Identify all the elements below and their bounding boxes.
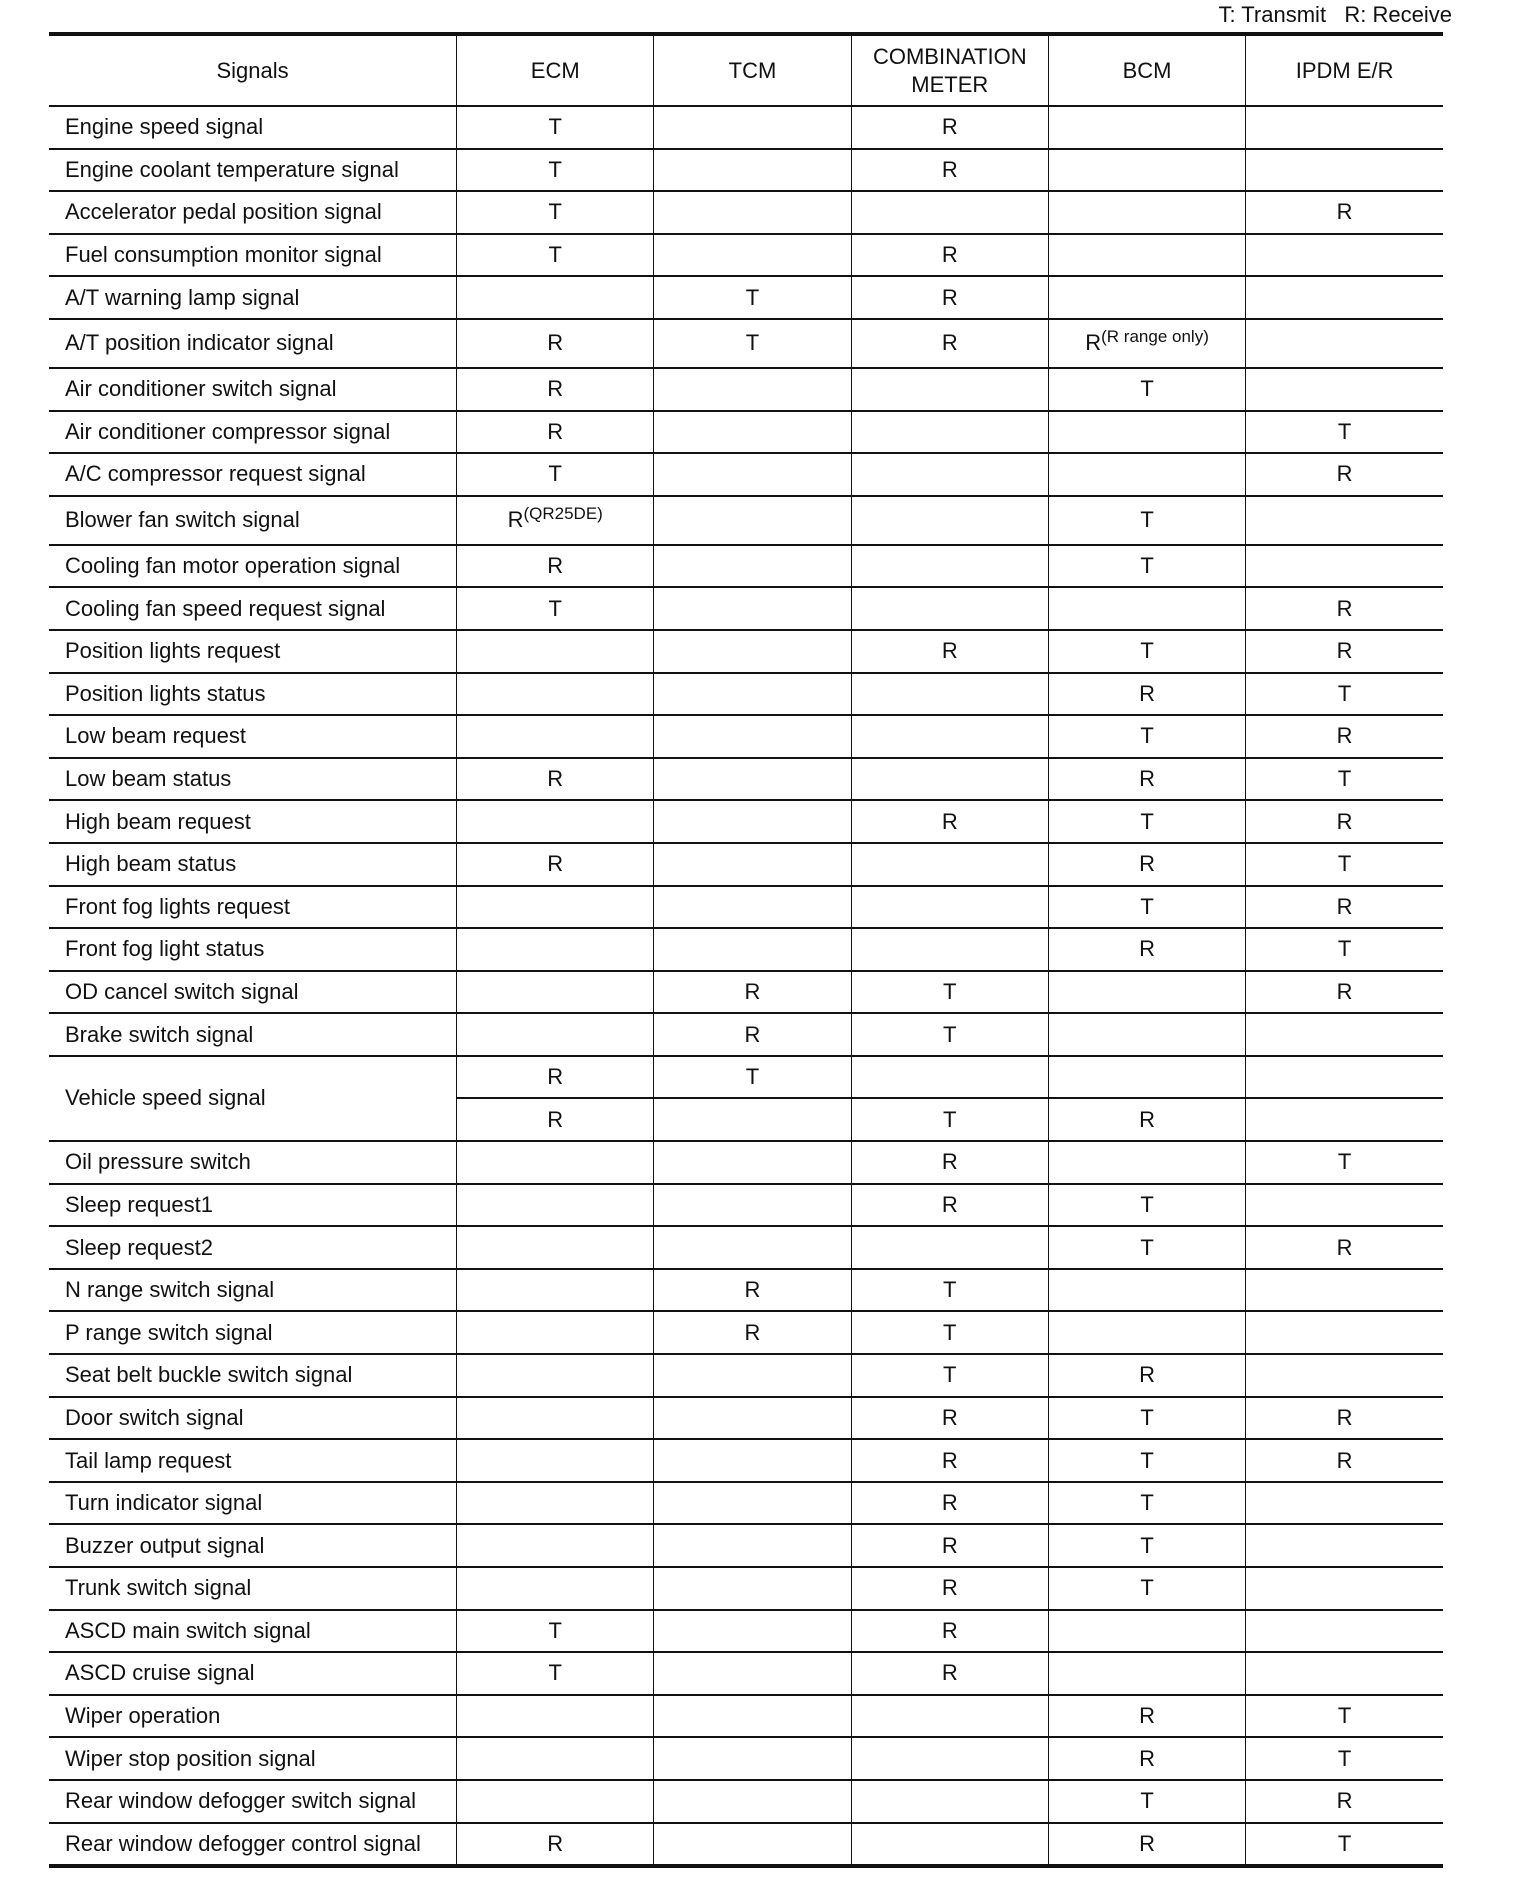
value-note: (QR25DE) (523, 504, 603, 524)
signal-value-cell (457, 673, 654, 716)
signal-value-cell (654, 1482, 851, 1525)
signal-value-cell (654, 1141, 851, 1184)
signal-value-cell: R (851, 234, 1048, 277)
signal-value-cell: T (457, 149, 654, 192)
signal-value-cell (654, 1098, 851, 1141)
signal-value-cell: T (654, 276, 851, 319)
table-row (49, 1524, 1443, 1567)
signal-value-cell: T (1048, 715, 1245, 758)
signal-name-cell: Buzzer output signal (49, 1524, 457, 1567)
signal-value-cell (1048, 234, 1245, 277)
signal-value-cell: T (457, 1610, 654, 1653)
table-row (49, 1013, 1443, 1056)
signal-name-cell: Turn indicator signal (49, 1482, 457, 1525)
signal-value-cell (457, 1397, 654, 1440)
signal-value-cell (457, 630, 654, 673)
signal-value-cell (1246, 1013, 1443, 1056)
table-row (49, 886, 1443, 929)
table-row (49, 496, 1443, 545)
signal-value-cell: T (1048, 1482, 1245, 1525)
signal-value-cell (457, 971, 654, 1014)
signal-value-cell: T (1246, 928, 1443, 971)
signal-value-cell (654, 545, 851, 588)
signal-value-cell: R (1246, 886, 1443, 929)
table-row (49, 758, 1443, 801)
signal-value-cell: T (1048, 1226, 1245, 1269)
signal-value-cell (457, 1226, 654, 1269)
signal-value-cell: R (1048, 758, 1245, 801)
signal-value-cell: R (457, 1098, 654, 1141)
signal-value-cell (851, 453, 1048, 496)
signal-value-cell (1048, 276, 1245, 319)
signal-name-cell: Fuel consumption monitor signal (49, 234, 457, 277)
table-row (49, 545, 1443, 588)
table-row (49, 1482, 1443, 1525)
signal-name-cell: Wiper stop position signal (49, 1737, 457, 1780)
signal-value-cell (654, 411, 851, 454)
signal-value-cell: T (1246, 758, 1443, 801)
table-row (49, 1610, 1443, 1653)
signal-value-cell (457, 886, 654, 929)
signal-value-cell (1246, 1482, 1443, 1525)
signal-value-cell (654, 106, 851, 149)
signal-value-cell (654, 1823, 851, 1867)
signal-value-cell (1246, 1354, 1443, 1397)
signal-value-cell: R (457, 1056, 654, 1099)
signal-value-cell: R (457, 368, 654, 411)
signal-value-cell (457, 1482, 654, 1525)
signal-value-cell (654, 191, 851, 234)
signal-name-cell: Position lights status (49, 673, 457, 716)
signal-value-cell: T (1048, 630, 1245, 673)
signal-value-cell (1246, 276, 1443, 319)
signal-value-cell (1246, 1311, 1443, 1354)
can-signal-table (49, 32, 1443, 1868)
signal-value-cell: R (1246, 971, 1443, 1014)
signal-value-cell: T (457, 106, 654, 149)
signal-value-cell: R (1048, 928, 1245, 971)
signal-name-cell: Trunk switch signal (49, 1567, 457, 1610)
signal-value-cell (654, 1780, 851, 1823)
signal-value-cell (654, 1226, 851, 1269)
signal-value-cell: R (1246, 630, 1443, 673)
signal-value-cell (851, 928, 1048, 971)
signal-value-cell (457, 1311, 654, 1354)
signal-value-cell: T (1246, 1695, 1443, 1738)
signal-value-cell (457, 1567, 654, 1610)
value-note: (R range only) (1101, 327, 1209, 347)
signal-value-cell (1048, 1652, 1245, 1695)
signal-value-cell (1246, 1524, 1443, 1567)
signal-value-cell (1048, 106, 1245, 149)
signal-value-cell (654, 928, 851, 971)
signal-value-cell (1246, 106, 1443, 149)
signal-value-cell (654, 496, 851, 545)
signal-value-cell: T (457, 453, 654, 496)
signal-name-cell: ASCD main switch signal (49, 1610, 457, 1653)
signal-value-cell (1048, 971, 1245, 1014)
signal-value-cell (851, 191, 1048, 234)
signal-value-cell: T (1048, 1524, 1245, 1567)
signal-value-cell: R (1048, 1354, 1245, 1397)
table-row (49, 276, 1443, 319)
signal-value-cell (851, 1056, 1048, 1099)
signal-name-cell: Brake switch signal (49, 1013, 457, 1056)
signal-name-cell: High beam status (49, 843, 457, 886)
signal-name-cell: Rear window defogger control signal (49, 1823, 457, 1867)
signal-value-cell: R (457, 843, 654, 886)
signal-value-cell: R (457, 758, 654, 801)
signal-value-cell: T (1246, 1141, 1443, 1184)
column-header: BCM (1048, 34, 1245, 106)
table-row (49, 1269, 1443, 1312)
signal-value-cell (457, 1269, 654, 1312)
signal-value-cell: T (1048, 1184, 1245, 1227)
signal-value-cell (851, 843, 1048, 886)
signal-value-cell (1246, 1567, 1443, 1610)
signal-value-cell (654, 715, 851, 758)
signal-value-cell (654, 1610, 851, 1653)
signal-name-cell: Wiper operation (49, 1695, 457, 1738)
signal-value-cell (1048, 1056, 1245, 1099)
signal-value-cell (457, 1439, 654, 1482)
signal-value-cell: R$^{(QR25DE)}$ (457, 496, 654, 545)
signal-name-cell: Engine speed signal (49, 106, 457, 149)
signal-value-cell: R (654, 1311, 851, 1354)
signal-value-cell (654, 843, 851, 886)
signal-value-cell (851, 411, 1048, 454)
signal-value-cell (457, 800, 654, 843)
table-row (49, 411, 1443, 454)
signal-value-cell (654, 630, 851, 673)
signal-name-cell: Air conditioner switch signal (49, 368, 457, 411)
signal-value-cell (457, 928, 654, 971)
signal-value-cell (1246, 234, 1443, 277)
signal-value-cell: R (1246, 715, 1443, 758)
signal-value-cell (1246, 545, 1443, 588)
table-row (49, 1397, 1443, 1440)
table-row (49, 1354, 1443, 1397)
signal-value-cell: R (851, 1482, 1048, 1525)
signal-value-cell: T (1048, 1780, 1245, 1823)
table-row (49, 800, 1443, 843)
signal-value-cell: R (851, 1652, 1048, 1695)
signal-value-cell: R (1048, 1695, 1245, 1738)
signal-name-cell: A/C compressor request signal (49, 453, 457, 496)
signal-value-cell (851, 1695, 1048, 1738)
signal-name-cell: Accelerator pedal position signal (49, 191, 457, 234)
signal-value-cell: R (1048, 1823, 1245, 1867)
signal-value-cell (851, 1737, 1048, 1780)
signal-value-cell (1048, 1311, 1245, 1354)
signal-name-cell: P range switch signal (49, 1311, 457, 1354)
signal-value-cell: T (851, 1354, 1048, 1397)
signal-name-cell: Low beam status (49, 758, 457, 801)
signal-value-cell: T (457, 587, 654, 630)
signal-value-cell (851, 886, 1048, 929)
signal-name-cell: Vehicle speed signal (49, 1056, 457, 1141)
signal-value-cell: T (851, 1269, 1048, 1312)
signal-value-cell (654, 1524, 851, 1567)
signal-value-cell (851, 1780, 1048, 1823)
signal-value-cell: T (1048, 496, 1245, 545)
table-row (49, 673, 1443, 716)
signal-value-cell (654, 800, 851, 843)
signal-name-cell: Seat belt buckle switch signal (49, 1354, 457, 1397)
signal-name-cell: Low beam request (49, 715, 457, 758)
signal-value-cell: R (1048, 673, 1245, 716)
signal-value-cell (1048, 587, 1245, 630)
signal-value-cell: R (1246, 453, 1443, 496)
table-row (49, 928, 1443, 971)
signal-name-cell: Cooling fan speed request signal (49, 587, 457, 630)
signal-name-cell: Oil pressure switch (49, 1141, 457, 1184)
signal-value-cell: T (1246, 673, 1443, 716)
signal-value-cell: T (1048, 545, 1245, 588)
signal-value-cell (1246, 149, 1443, 192)
table-row (49, 1737, 1443, 1780)
column-header: COMBINATION METER (851, 34, 1048, 106)
signal-value-cell (654, 1397, 851, 1440)
signal-value-cell (654, 453, 851, 496)
table-row (49, 1439, 1443, 1482)
signal-value-cell: R$^{(R range only)}$ (1048, 319, 1245, 368)
signal-value-cell (457, 1695, 654, 1738)
signal-value-cell: R (1048, 1098, 1245, 1141)
signal-name-cell: Sleep request2 (49, 1226, 457, 1269)
signal-value-cell: T (1048, 800, 1245, 843)
signal-value-cell (457, 715, 654, 758)
signal-value-cell (851, 1226, 1048, 1269)
table-row (49, 1823, 1443, 1867)
signal-value-cell: R (851, 630, 1048, 673)
signal-value-cell: T (1048, 1439, 1245, 1482)
legend: T: Transmit R: Receive (1218, 2, 1452, 27)
signal-name-cell: ASCD cruise signal (49, 1652, 457, 1695)
signal-value-cell (1246, 496, 1443, 545)
signal-value-cell (457, 1737, 654, 1780)
signal-name-cell: High beam request (49, 800, 457, 843)
table-row (49, 1652, 1443, 1695)
signal-value-cell: R (851, 800, 1048, 843)
signal-value-cell (457, 1780, 654, 1823)
signal-value-cell: T (1048, 886, 1245, 929)
signal-value-cell: R (654, 1013, 851, 1056)
signal-value-cell: R (851, 319, 1048, 368)
signal-value-cell: R (1048, 843, 1245, 886)
signal-value-cell: R (457, 545, 654, 588)
signal-value-cell (654, 1354, 851, 1397)
signal-value-cell: T (457, 1652, 654, 1695)
signal-value-cell: T (851, 1098, 1048, 1141)
signal-value-cell (654, 1439, 851, 1482)
signal-value-cell: R (1048, 1737, 1245, 1780)
signal-value-cell: R (457, 1823, 654, 1867)
signal-value-cell: R (1246, 1397, 1443, 1440)
signal-value-cell: T (1048, 1567, 1245, 1610)
signal-value-cell (457, 1141, 654, 1184)
signal-value-cell (654, 234, 851, 277)
table-row (49, 587, 1443, 630)
table-row (49, 1780, 1443, 1823)
signal-value-cell (457, 1524, 654, 1567)
table-row (49, 191, 1443, 234)
signal-value-cell: R (851, 106, 1048, 149)
signal-value-cell: T (1246, 411, 1443, 454)
signal-value-cell (1048, 191, 1245, 234)
signal-value-cell: R (851, 276, 1048, 319)
signal-value-cell (1246, 1098, 1443, 1141)
signal-name-cell: Position lights request (49, 630, 457, 673)
signal-value-cell (1246, 1652, 1443, 1695)
signal-value-cell (654, 1695, 851, 1738)
signal-value-cell: R (851, 1610, 1048, 1653)
signal-value-cell: R (457, 411, 654, 454)
signal-value-cell (654, 149, 851, 192)
column-header: IPDM E/R (1246, 34, 1443, 106)
signal-value-cell: T (1048, 368, 1245, 411)
table-row (49, 715, 1443, 758)
signal-name-cell: Tail lamp request (49, 1439, 457, 1482)
table-row (49, 149, 1443, 192)
signal-value-cell: T (851, 971, 1048, 1014)
table-row (49, 971, 1443, 1014)
signal-name-cell: A/T warning lamp signal (49, 276, 457, 319)
signal-name-cell: Rear window defogger switch signal (49, 1780, 457, 1823)
signal-value-cell: R (851, 1184, 1048, 1227)
signal-name-cell: Front fog light status (49, 928, 457, 971)
signal-value-cell (1246, 319, 1443, 368)
signal-value-cell (1048, 1610, 1245, 1653)
table-row (49, 1567, 1443, 1610)
table-row (49, 453, 1443, 496)
signal-value-cell: T (1246, 1737, 1443, 1780)
table-header (49, 34, 1443, 106)
signal-value-cell: T (851, 1311, 1048, 1354)
signal-value-cell (851, 715, 1048, 758)
signal-value-cell: T (457, 234, 654, 277)
signal-value-cell (1246, 1269, 1443, 1312)
table-row (49, 1184, 1443, 1227)
signal-name-cell: Cooling fan motor operation signal (49, 545, 457, 588)
table-row (49, 843, 1443, 886)
signal-value-cell: T (457, 191, 654, 234)
signal-value-cell (851, 368, 1048, 411)
table-row (49, 1226, 1443, 1269)
signal-name-cell: Engine coolant temperature signal (49, 149, 457, 192)
signal-name-cell: A/T position indicator signal (49, 319, 457, 368)
signal-value-cell: R (457, 319, 654, 368)
table-row (49, 319, 1443, 368)
signal-name-cell: Air conditioner compressor signal (49, 411, 457, 454)
signal-value-cell: R (851, 1397, 1048, 1440)
signal-value-cell (1048, 453, 1245, 496)
signal-value-cell (654, 1184, 851, 1227)
signal-value-cell (457, 1354, 654, 1397)
signal-value-cell (654, 673, 851, 716)
signal-value-cell (851, 545, 1048, 588)
signal-value-cell: R (851, 1141, 1048, 1184)
table-row (49, 106, 1443, 149)
table-body (49, 106, 1443, 1866)
table-row (49, 1311, 1443, 1354)
header-row (49, 34, 1443, 106)
signal-name-cell: Front fog lights request (49, 886, 457, 929)
signal-value-cell (654, 758, 851, 801)
signal-value-cell: R (851, 149, 1048, 192)
signal-value-cell (1246, 1184, 1443, 1227)
signal-value-cell: R (1246, 1780, 1443, 1823)
table-row (49, 234, 1443, 277)
signal-value-cell: R (1246, 1226, 1443, 1269)
signal-value-cell (1246, 368, 1443, 411)
signal-value-cell (851, 496, 1048, 545)
signal-value-cell: R (654, 1269, 851, 1312)
table-row (49, 1056, 1443, 1099)
column-header: Signals (49, 34, 457, 106)
signal-name-cell: Sleep request1 (49, 1184, 457, 1227)
signal-value-cell (654, 1567, 851, 1610)
column-header: ECM (457, 34, 654, 106)
signal-value-cell (851, 758, 1048, 801)
table-row (49, 1141, 1443, 1184)
signal-value-cell: R (1246, 800, 1443, 843)
signal-value-cell: T (654, 319, 851, 368)
column-header: TCM (654, 34, 851, 106)
signal-value-cell: R (1246, 191, 1443, 234)
signal-value-cell (1048, 411, 1245, 454)
signal-value-cell (654, 886, 851, 929)
signal-value-cell: R (1246, 1439, 1443, 1482)
table-row (49, 1695, 1443, 1738)
signal-value-cell (654, 368, 851, 411)
signal-value-cell (851, 1823, 1048, 1867)
signal-value-cell: T (851, 1013, 1048, 1056)
signal-value-cell: R (851, 1524, 1048, 1567)
signal-value-cell: T (654, 1056, 851, 1099)
table-row (49, 368, 1443, 411)
signal-value-cell (1246, 1056, 1443, 1099)
signal-value-cell (654, 1737, 851, 1780)
signal-value-cell (1048, 1141, 1245, 1184)
signal-value-cell: R (654, 971, 851, 1014)
signal-value-cell: T (1048, 1397, 1245, 1440)
signal-value-cell (654, 587, 851, 630)
signal-value-cell (1246, 1610, 1443, 1653)
signal-value-cell: T (1246, 1823, 1443, 1867)
signal-value-cell (654, 1652, 851, 1695)
signal-value-cell (851, 587, 1048, 630)
signal-value-cell (457, 276, 654, 319)
signal-name-cell: Door switch signal (49, 1397, 457, 1440)
signal-name-cell: Blower fan switch signal (49, 496, 457, 545)
signal-value-cell (457, 1184, 654, 1227)
signal-value-cell (1048, 1013, 1245, 1056)
signal-value-cell (1048, 1269, 1245, 1312)
signal-name-cell: N range switch signal (49, 1269, 457, 1312)
signal-value-cell (457, 1013, 654, 1056)
signal-value-cell: T (1246, 843, 1443, 886)
signal-value-cell: R (851, 1439, 1048, 1482)
signal-value-cell: R (851, 1567, 1048, 1610)
signal-name-cell: OD cancel switch signal (49, 971, 457, 1014)
signal-value-cell (1048, 149, 1245, 192)
table-row (49, 630, 1443, 673)
signal-value-cell (851, 673, 1048, 716)
signal-value-cell: R (1246, 587, 1443, 630)
